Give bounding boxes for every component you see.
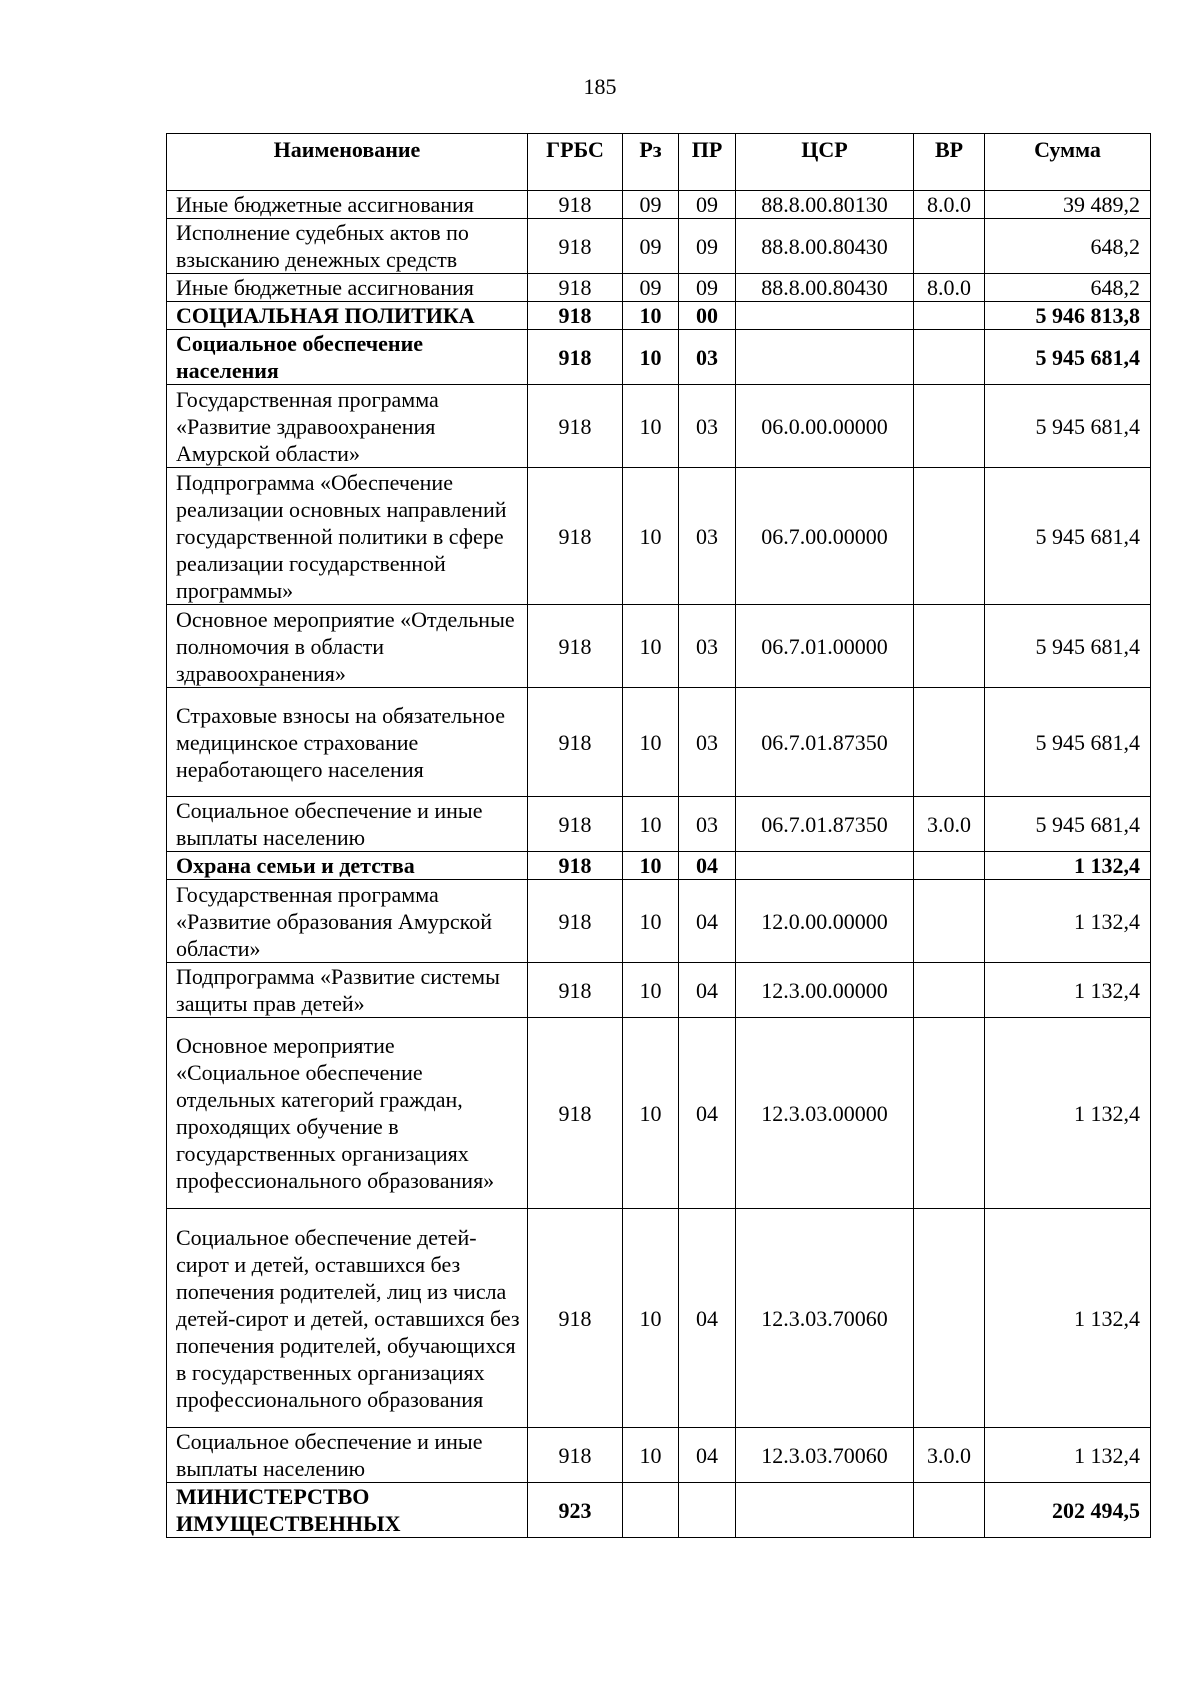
- cell-rz: [623, 1483, 679, 1538]
- cell-rz: 10: [623, 605, 679, 688]
- table-header-row: [167, 134, 1151, 191]
- cell-name: Иные бюджетные ассигнования: [167, 274, 528, 302]
- cell-sum: 1 132,4: [985, 1428, 1151, 1483]
- cell-csr: 12.3.00.00000: [736, 963, 914, 1018]
- page-number: 185: [583, 74, 617, 99]
- cell-name: Страховые взносы на обязательное медицинское страхование неработающего населения: [167, 688, 528, 797]
- cell-vr: [914, 963, 985, 1018]
- table-row: [167, 385, 1151, 468]
- cell-sum: 202 494,5: [985, 1483, 1151, 1538]
- table-row: [167, 219, 1151, 274]
- cell-pr: 03: [679, 605, 736, 688]
- cell-csr: 12.0.00.00000: [736, 880, 914, 963]
- cell-name: Основное мероприятие «Отдельные полномочия в области здравоохранения»: [167, 605, 528, 688]
- header-vr: ВР: [914, 134, 985, 191]
- cell-vr: 3.0.0: [914, 1428, 985, 1483]
- cell-grbs: 918: [528, 963, 623, 1018]
- cell-csr: [736, 302, 914, 330]
- header-sum: Сумма: [985, 134, 1151, 191]
- cell-sum: 5 945 681,4: [985, 468, 1151, 605]
- cell-vr: [914, 1018, 985, 1209]
- table-row: [167, 468, 1151, 605]
- cell-csr: [736, 330, 914, 385]
- cell-sum: 1 132,4: [985, 880, 1151, 963]
- cell-csr: 06.7.01.00000: [736, 605, 914, 688]
- cell-sum: 5 945 681,4: [985, 330, 1151, 385]
- cell-pr: 04: [679, 1428, 736, 1483]
- cell-rz: 10: [623, 302, 679, 330]
- header-pr: ПР: [679, 134, 736, 191]
- cell-grbs: 918: [528, 688, 623, 797]
- cell-sum: 1 132,4: [985, 963, 1151, 1018]
- cell-rz: 10: [623, 688, 679, 797]
- cell-vr: [914, 605, 985, 688]
- cell-sum: 1 132,4: [985, 1018, 1151, 1209]
- cell-sum: 5 946 813,8: [985, 302, 1151, 330]
- cell-name: Охрана семьи и детства: [167, 852, 528, 880]
- cell-pr: 04: [679, 852, 736, 880]
- cell-rz: 10: [623, 880, 679, 963]
- cell-csr: 06.7.01.87350: [736, 688, 914, 797]
- cell-name: МИНИСТЕРСТВО ИМУЩЕСТВЕННЫХ: [167, 1483, 528, 1538]
- cell-csr: [736, 1483, 914, 1538]
- cell-vr: [914, 1209, 985, 1428]
- cell-csr: 88.8.00.80430: [736, 219, 914, 274]
- cell-csr: 12.3.03.00000: [736, 1018, 914, 1209]
- cell-grbs: 918: [528, 1428, 623, 1483]
- table-row: [167, 880, 1151, 963]
- cell-vr: 3.0.0: [914, 797, 985, 852]
- cell-sum: 648,2: [985, 219, 1151, 274]
- cell-grbs: 918: [528, 797, 623, 852]
- cell-pr: 00: [679, 302, 736, 330]
- cell-grbs: 918: [528, 605, 623, 688]
- cell-sum: 5 945 681,4: [985, 688, 1151, 797]
- header-csr: ЦСР: [736, 134, 914, 191]
- cell-pr: [679, 1483, 736, 1538]
- cell-pr: 04: [679, 1209, 736, 1428]
- cell-csr: 12.3.03.70060: [736, 1428, 914, 1483]
- cell-name: Социальное обеспечение и иные выплаты населению: [167, 1428, 528, 1483]
- cell-sum: 5 945 681,4: [985, 797, 1151, 852]
- cell-rz: 10: [623, 1209, 679, 1428]
- cell-vr: [914, 880, 985, 963]
- cell-csr: 88.8.00.80430: [736, 274, 914, 302]
- cell-rz: 10: [623, 330, 679, 385]
- cell-pr: 03: [679, 330, 736, 385]
- cell-vr: [914, 330, 985, 385]
- cell-vr: [914, 688, 985, 797]
- cell-vr: [914, 302, 985, 330]
- cell-csr: 06.0.00.00000: [736, 385, 914, 468]
- cell-name: Исполнение судебных актов по взысканию денежных средств: [167, 219, 528, 274]
- table-row: [167, 1483, 1151, 1538]
- cell-sum: 5 945 681,4: [985, 385, 1151, 468]
- cell-rz: 10: [623, 1428, 679, 1483]
- cell-sum: 39 489,2: [985, 191, 1151, 219]
- table-row: [167, 852, 1151, 880]
- cell-sum: 5 945 681,4: [985, 605, 1151, 688]
- table-row: [167, 1209, 1151, 1428]
- cell-vr: [914, 468, 985, 605]
- table-row: [167, 330, 1151, 385]
- table-row: [167, 688, 1151, 797]
- header-rz: Рз: [623, 134, 679, 191]
- table-row: [167, 274, 1151, 302]
- cell-vr: [914, 219, 985, 274]
- cell-pr: 03: [679, 468, 736, 605]
- table-row: [167, 1018, 1151, 1209]
- cell-pr: 03: [679, 385, 736, 468]
- cell-sum: 648,2: [985, 274, 1151, 302]
- cell-grbs: 923: [528, 1483, 623, 1538]
- cell-rz: 10: [623, 385, 679, 468]
- table-row: [167, 1428, 1151, 1483]
- cell-rz: 10: [623, 468, 679, 605]
- cell-grbs: 918: [528, 880, 623, 963]
- cell-name: Государственная программа «Развитие здравоохранения Амурской области»: [167, 385, 528, 468]
- cell-pr: 09: [679, 191, 736, 219]
- cell-rz: 10: [623, 797, 679, 852]
- cell-csr: [736, 852, 914, 880]
- cell-name: Подпрограмма «Развитие системы защиты прав детей»: [167, 963, 528, 1018]
- cell-grbs: 918: [528, 274, 623, 302]
- cell-vr: 8.0.0: [914, 191, 985, 219]
- cell-name: Государственная программа «Развитие образования Амурской области»: [167, 880, 528, 963]
- cell-rz: 09: [623, 191, 679, 219]
- cell-sum: 1 132,4: [985, 852, 1151, 880]
- cell-rz: 10: [623, 963, 679, 1018]
- table-row: [167, 605, 1151, 688]
- cell-grbs: 918: [528, 219, 623, 274]
- budget-table: [166, 133, 1151, 1538]
- table-row: [167, 302, 1151, 330]
- cell-grbs: 918: [528, 191, 623, 219]
- cell-csr: 06.7.00.00000: [736, 468, 914, 605]
- cell-rz: 09: [623, 219, 679, 274]
- table-row: [167, 191, 1151, 219]
- cell-pr: 09: [679, 274, 736, 302]
- cell-grbs: 918: [528, 852, 623, 880]
- cell-pr: 04: [679, 963, 736, 1018]
- cell-pr: 04: [679, 880, 736, 963]
- cell-rz: 10: [623, 1018, 679, 1209]
- cell-name: Иные бюджетные ассигнования: [167, 191, 528, 219]
- cell-csr: 12.3.03.70060: [736, 1209, 914, 1428]
- cell-csr: 88.8.00.80130: [736, 191, 914, 219]
- cell-rz: 09: [623, 274, 679, 302]
- cell-grbs: 918: [528, 468, 623, 605]
- cell-pr: 04: [679, 1018, 736, 1209]
- cell-grbs: 918: [528, 1018, 623, 1209]
- cell-pr: 03: [679, 688, 736, 797]
- cell-csr: 06.7.01.87350: [736, 797, 914, 852]
- cell-pr: 03: [679, 797, 736, 852]
- cell-name: СОЦИАЛЬНАЯ ПОЛИТИКА: [167, 302, 528, 330]
- table-row: [167, 797, 1151, 852]
- cell-pr: 09: [679, 219, 736, 274]
- cell-grbs: 918: [528, 330, 623, 385]
- table-row: [167, 963, 1151, 1018]
- cell-rz: 10: [623, 852, 679, 880]
- cell-name: Социальное обеспечение и иные выплаты населению: [167, 797, 528, 852]
- cell-name: Социальное обеспечение детей-сирот и детей, оставшихся без попечения родителей, лиц из числа детей-сирот и детей, оставшихся без попечения родителей, обучающихся в государственных организациях профессионального образования: [167, 1209, 528, 1428]
- cell-sum: 1 132,4: [985, 1209, 1151, 1428]
- cell-name: Основное мероприятие «Социальное обеспечение отдельных категорий граждан, проходящих обучение в государственных организациях профессионального образования»: [167, 1018, 528, 1209]
- cell-vr: [914, 852, 985, 880]
- cell-vr: [914, 1483, 985, 1538]
- header-name: Наименование: [167, 134, 528, 191]
- cell-grbs: 918: [528, 302, 623, 330]
- cell-grbs: 918: [528, 1209, 623, 1428]
- cell-name: Подпрограмма «Обеспечение реализации основных направлений государственной политики в сфере реализации государственной программы»: [167, 468, 528, 605]
- cell-name: Социальное обеспечение населения: [167, 330, 528, 385]
- cell-vr: 8.0.0: [914, 274, 985, 302]
- cell-grbs: 918: [528, 385, 623, 468]
- cell-vr: [914, 385, 985, 468]
- header-grbs: ГРБС: [528, 134, 623, 191]
